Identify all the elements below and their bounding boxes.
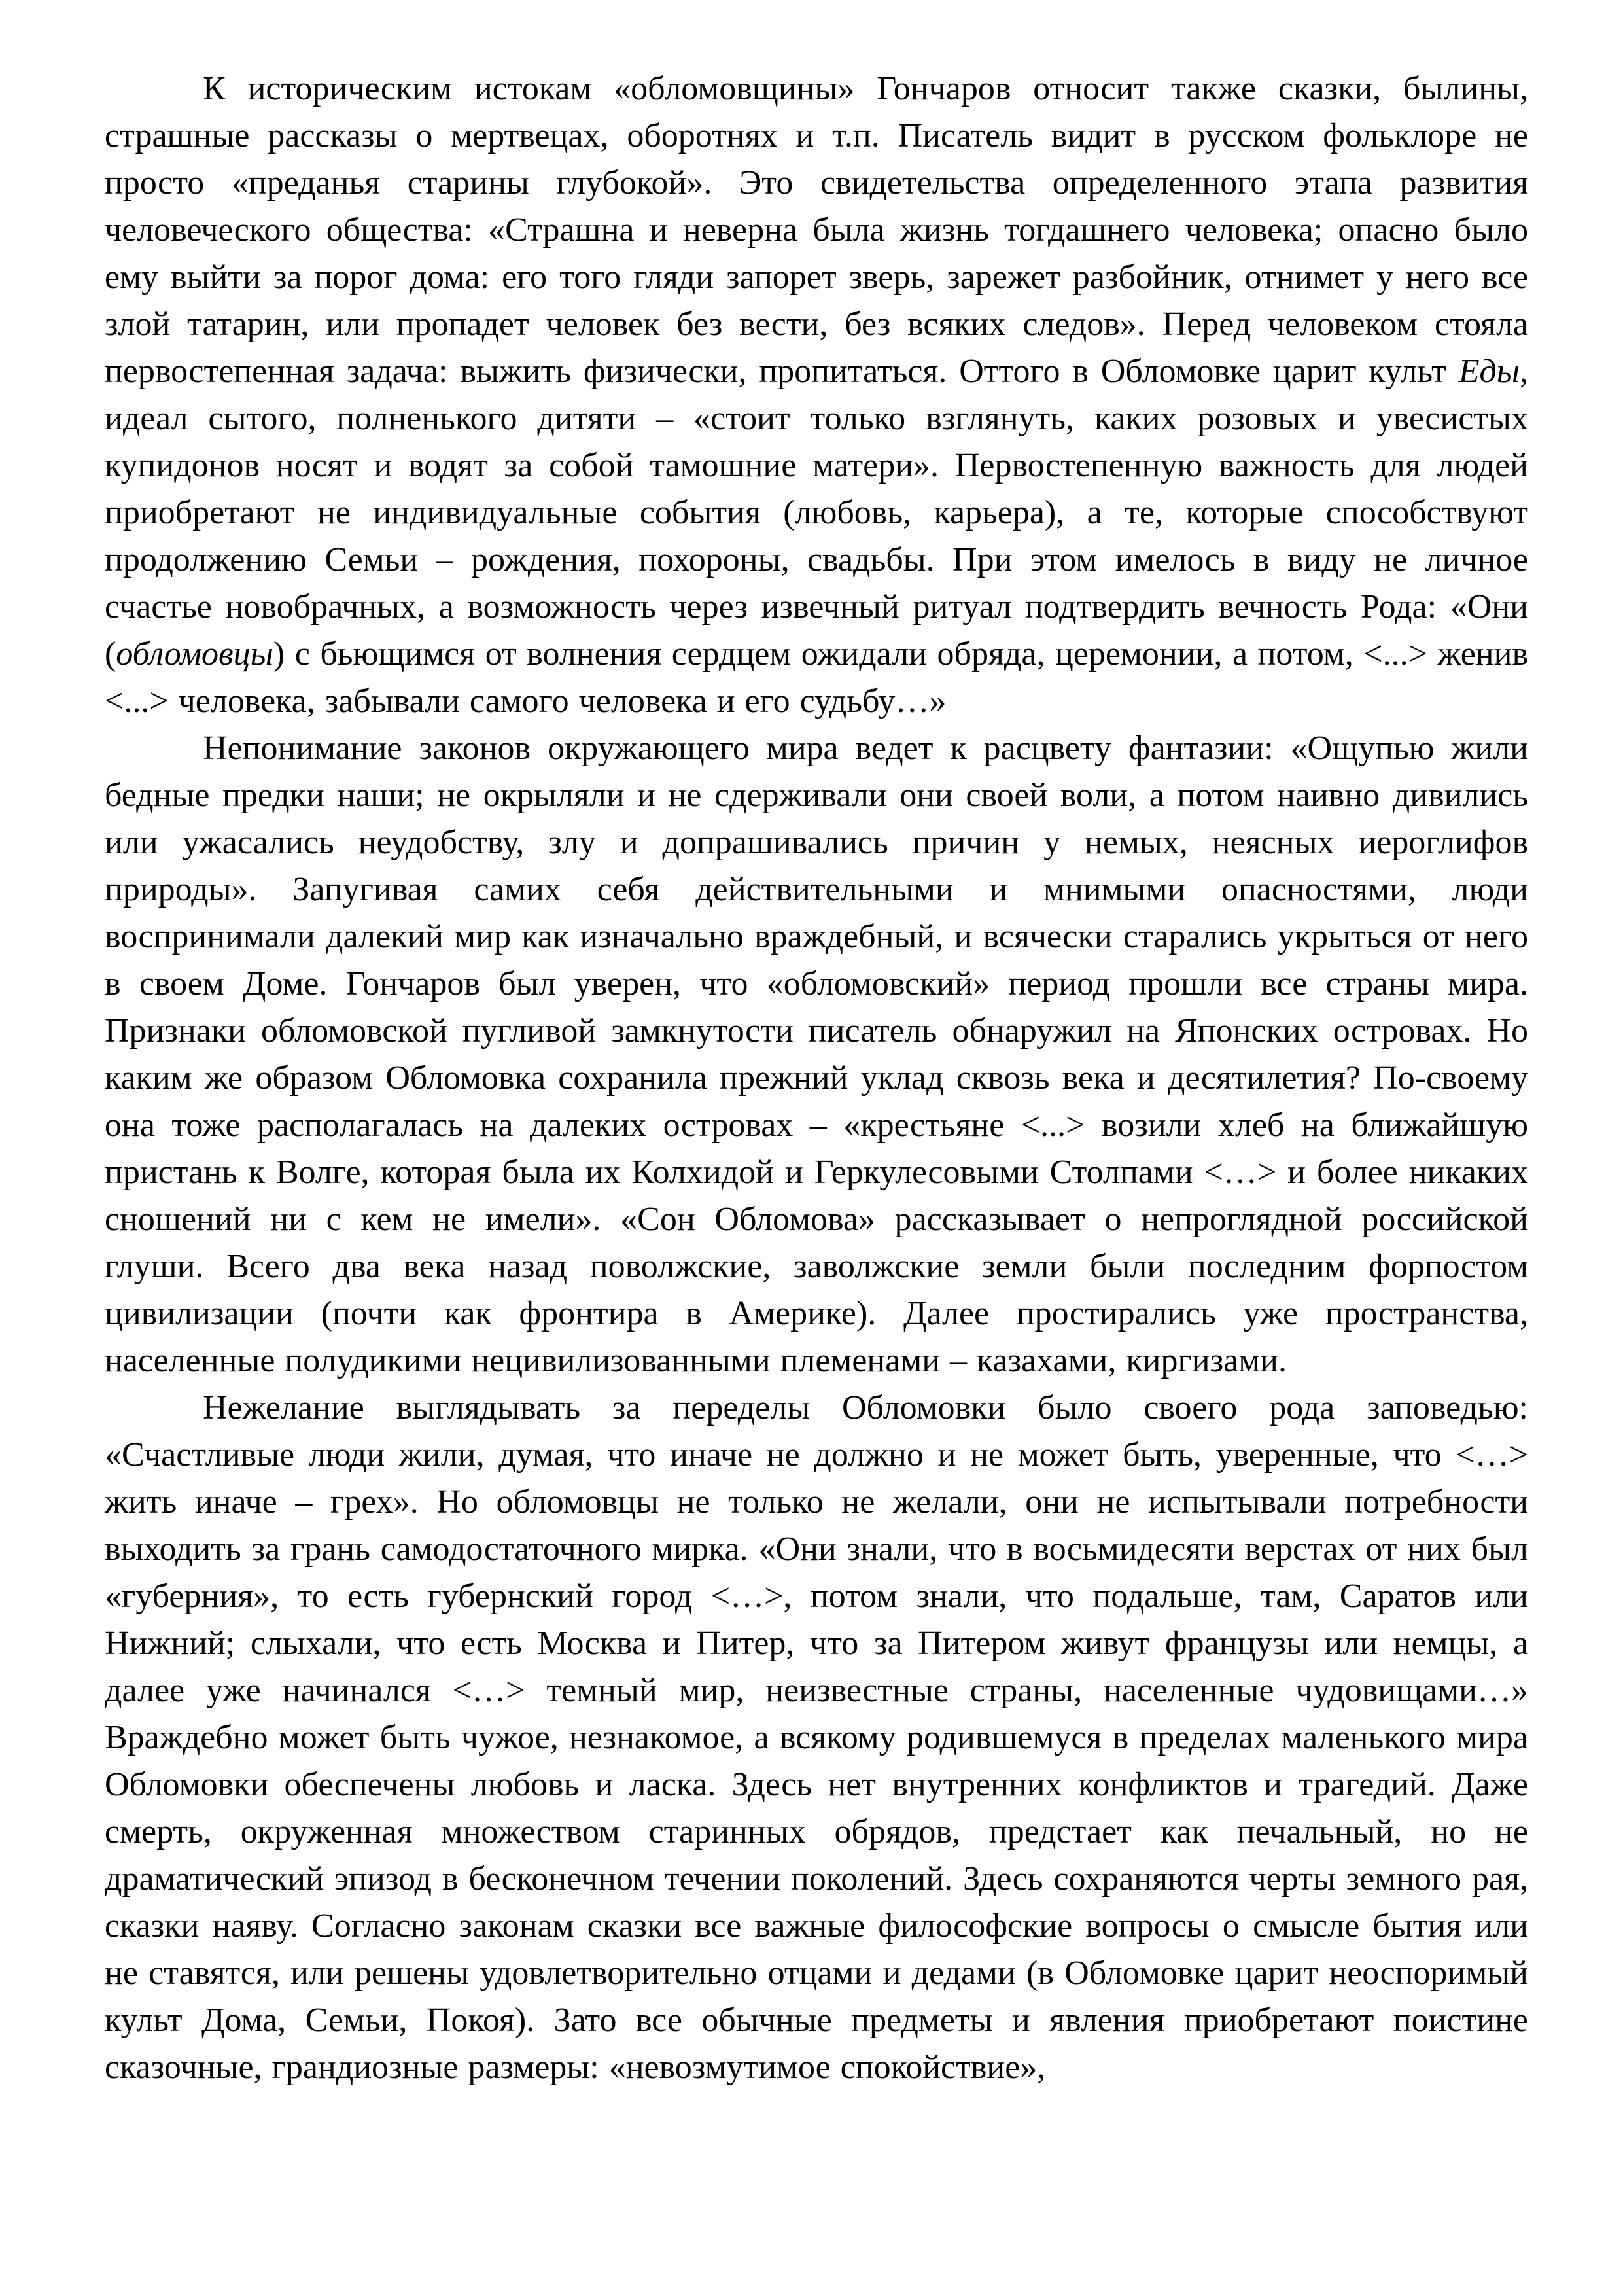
italic-text-segment: Еды bbox=[1458, 353, 1520, 390]
text-segment: , идеал сытого, полненького дитяти – «стоит только взглянуть, каких розовых и увесистых купидонов носят и водят за собой тамошние матери». Первостепенную важность для людей приобретают не индивидуальные события (любовь, карьера), а те, которые способствуют продолжению Семьи – рождения, похороны, свадьбы. При этом имелось в виду не личное счастье новобрачных, а возможность через извечный ритуал подтвердить вечность Рода: «Они ( bbox=[105, 353, 1528, 673]
italic-text-segment: обломовцы bbox=[116, 635, 273, 673]
text-segment: ) с бьющимся от волнения сердцем ожидали обряда, церемонии, а потом, <...> женив <...> человека, забывали самого человека и его судьбу…» bbox=[105, 635, 1528, 720]
paragraph bbox=[105, 1385, 1528, 2091]
text-segment: Нежелание выглядывать за переделы Обломовки было своего рода заповедью: «Счастливые люди жили, думая, что иначе не должно и не может быть, уверенные, что <…> жить иначе – грех». Но обломовцы не только не желали, они не испытывали потребности выходить за грань самодостаточного мирка. «Они знали, что в восьмидесяти верстах от них был «губерния», то есть губернский город <…>, потом знали, что подальше, там, Саратов или Нижний; слыхали, что есть Москва и Питер, что за Питером живут французы или немцы, а далее уже начинался <…> темный мир, неизвестные страны, населенные чудовищами…» Враждебно может быть чужое, незнакомое, а всякому родившемуся в пределах маленького мира Обломовки обеспечены любовь и ласка. Здесь нет внутренних конфликтов и трагедий. Даже смерть, окруженная множеством старинных обрядов, предстает как печальный, но не драматический эпизод в бесконечном течении поколений. Здесь сохраняются черты земного рая, сказки наяву. Согласно законам сказки все важные философские вопросы о смысле бытия или не ставятся, или решены удовлетворительно отцами и дедами (в Обломовке царит неоспоримый культ Дома, Семьи, Покоя). Зато все обычные предметы и явления приобретают поистине сказочные, грандиозные размеры: «невозмутимое спокойствие», bbox=[105, 1389, 1528, 2086]
paragraph bbox=[105, 65, 1528, 725]
paragraph bbox=[105, 725, 1528, 1385]
paragraph-container bbox=[105, 65, 1528, 2091]
text-segment: Непонимание законов окружающего мира ведет к расцвету фантазии: «Ощупью жили бедные предки наши; не окрыляли и не сдерживали они своей воли, а потом наивно дивились или ужасались неудобству, злу и допрашивались причин у немых, неясных иероглифов природы». Запугивая самих себя действительными и мнимыми опасностями, люди воспринимали далекий мир как изначально враждебный, и всячески старались укрыться от него в своем Доме. Гончаров был уверен, что «обломовский» период прошли все страны мира. Признаки обломовской пугливой замкнутости писатель обнаружил на Японских островах. Но каким же образом Обломовка сохранила прежний уклад сквозь века и десятилетия? По-своему она тоже располагалась на далеких островах – «крестьяне <...> возили хлеб на ближайшую пристань к Волге, которая была их Колхидой и Геркулесовыми Столпами <…> и более никаких сношений ни с кем не имели». «Сон Обломова» рассказывает о непроглядной российской глуши. Всего два века назад поволжские, заволжские земли были последним форпостом цивилизации (почти как фронтира в Америке). Далее простирались уже пространства, населенные полудикими нецивилизованными племенами – казахами, киргизами. bbox=[105, 730, 1528, 1379]
text-segment: К историческим истокам «обломовщины» Гончаров относит также сказки, былины, страшные рассказы о мертвецах, оборотнях и т.п. Писатель видит в русском фольклоре не просто «преданья старины глубокой». Это свидетельства определенного этапа развития человеческого общества: «Страшна и неверна была жизнь тогдашнего человека; опасно было ему выйти за порог дома: его того гляди запорет зверь, зарежет разбойник, отнимет у него все злой татарин, или пропадет человек без вести, без всяких следов». Перед человеком стояла первостепенная задача: выжить физически, пропитаться. Оттого в Обломовке царит культ bbox=[105, 70, 1528, 390]
